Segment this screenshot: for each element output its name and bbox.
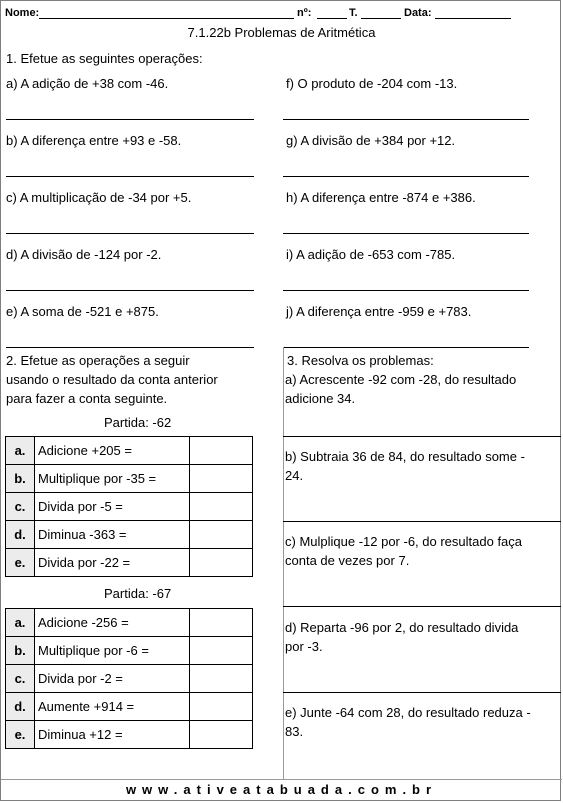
table-row: c. Divida por -2 =	[6, 665, 253, 693]
answer-line	[283, 347, 529, 348]
question-h: h) A diferença entre -874 e +386.	[286, 190, 476, 205]
number-line	[317, 18, 347, 19]
answer-cell[interactable]	[190, 549, 253, 577]
number-label: nº:	[297, 7, 312, 19]
class-line	[361, 18, 401, 19]
table-row: e. Divida por -22 =	[6, 549, 253, 577]
answer-line	[6, 290, 254, 291]
table-row: b. Multiplique por -35 =	[6, 465, 253, 493]
question-j: j) A diferença entre -959 e +783.	[286, 304, 472, 319]
answer-cell[interactable]	[190, 693, 253, 721]
answer-cell[interactable]	[190, 665, 253, 693]
table-row: b. Multiplique por -6 =	[6, 637, 253, 665]
question-b: b) A diferença entre +93 e -58.	[6, 133, 182, 148]
name-line	[39, 18, 294, 19]
answer-cell[interactable]	[190, 521, 253, 549]
problem-b: b) Subtraia 36 de 84, do resultado some - 24.	[285, 449, 525, 483]
table-row: d. Aumente +914 =	[6, 693, 253, 721]
column-divider	[283, 347, 284, 779]
name-label: Nome:	[5, 7, 40, 19]
start-value-2: Partida: -67	[104, 586, 172, 601]
answer-line	[6, 233, 254, 234]
question-i: i) A adição de -653 com -785.	[286, 247, 456, 262]
question-f: f) O produto de -204 com -13.	[286, 76, 458, 91]
problem-e: e) Junte -64 com 28, do resultado reduza - 83.	[285, 705, 531, 739]
date-line	[435, 18, 511, 19]
section3-heading: 3. Resolva os problemas:	[287, 353, 434, 368]
problem-separator	[283, 692, 561, 693]
page-title: 7.1.22b Problemas de Aritmética	[187, 25, 376, 40]
table-row: e. Diminua +12 =	[6, 721, 253, 749]
answer-line	[6, 176, 254, 177]
question-e: e) A soma de -521 e +875.	[6, 304, 159, 319]
answer-line	[283, 176, 529, 177]
question-g: g) A divisão de +384 por +12.	[286, 133, 456, 148]
start-value-1: Partida: -62	[104, 415, 172, 430]
answer-cell[interactable]	[190, 465, 253, 493]
date-label: Data:	[404, 7, 432, 19]
question-d: d) A divisão de -124 por -2.	[6, 247, 162, 262]
answer-line	[283, 290, 529, 291]
table-row: c. Divida por -5 =	[6, 493, 253, 521]
section1-heading: 1. Efetue as seguintes operações:	[6, 51, 203, 66]
operations-table-2	[5, 608, 253, 749]
answer-cell[interactable]	[190, 721, 253, 749]
question-c: c) A multiplicação de -34 por +5.	[6, 190, 192, 205]
problem-separator	[283, 521, 561, 522]
operations-table-1	[5, 436, 253, 577]
answer-line	[6, 347, 254, 348]
problem-c: c) Mulplique -12 por -6, do resultado faça conta de vezes por 7.	[285, 534, 523, 568]
table-row: d. Diminua -363 =	[6, 521, 253, 549]
problem-d: d) Reparta -96 por 2, do resultado divida por -3.	[285, 620, 519, 654]
answer-line	[283, 233, 529, 234]
problem-separator	[283, 606, 561, 607]
answer-line	[283, 119, 529, 120]
answer-cell[interactable]	[190, 437, 253, 465]
table-row: a. Adicione +205 =	[6, 437, 253, 465]
answer-cell[interactable]	[190, 609, 253, 637]
section2-heading: 2. Efetue as operações a seguir usando o resultado da conta anterior para fazer a conta seguinte.	[6, 353, 218, 406]
class-label: T.	[349, 7, 358, 19]
answer-line	[6, 119, 254, 120]
problem-separator	[283, 436, 561, 437]
table-row: a. Adicione -256 =	[6, 609, 253, 637]
footer-website: www.ativeatabuada.com.br	[125, 782, 438, 797]
answer-cell[interactable]	[190, 493, 253, 521]
footer-divider	[1, 779, 562, 780]
header	[5, 4, 560, 22]
problem-a: a) Acrescente -92 com -28, do resultado adicione 34.	[285, 372, 517, 406]
answer-cell[interactable]	[190, 637, 253, 665]
question-a: a) A adição de +38 com -46.	[6, 76, 169, 91]
